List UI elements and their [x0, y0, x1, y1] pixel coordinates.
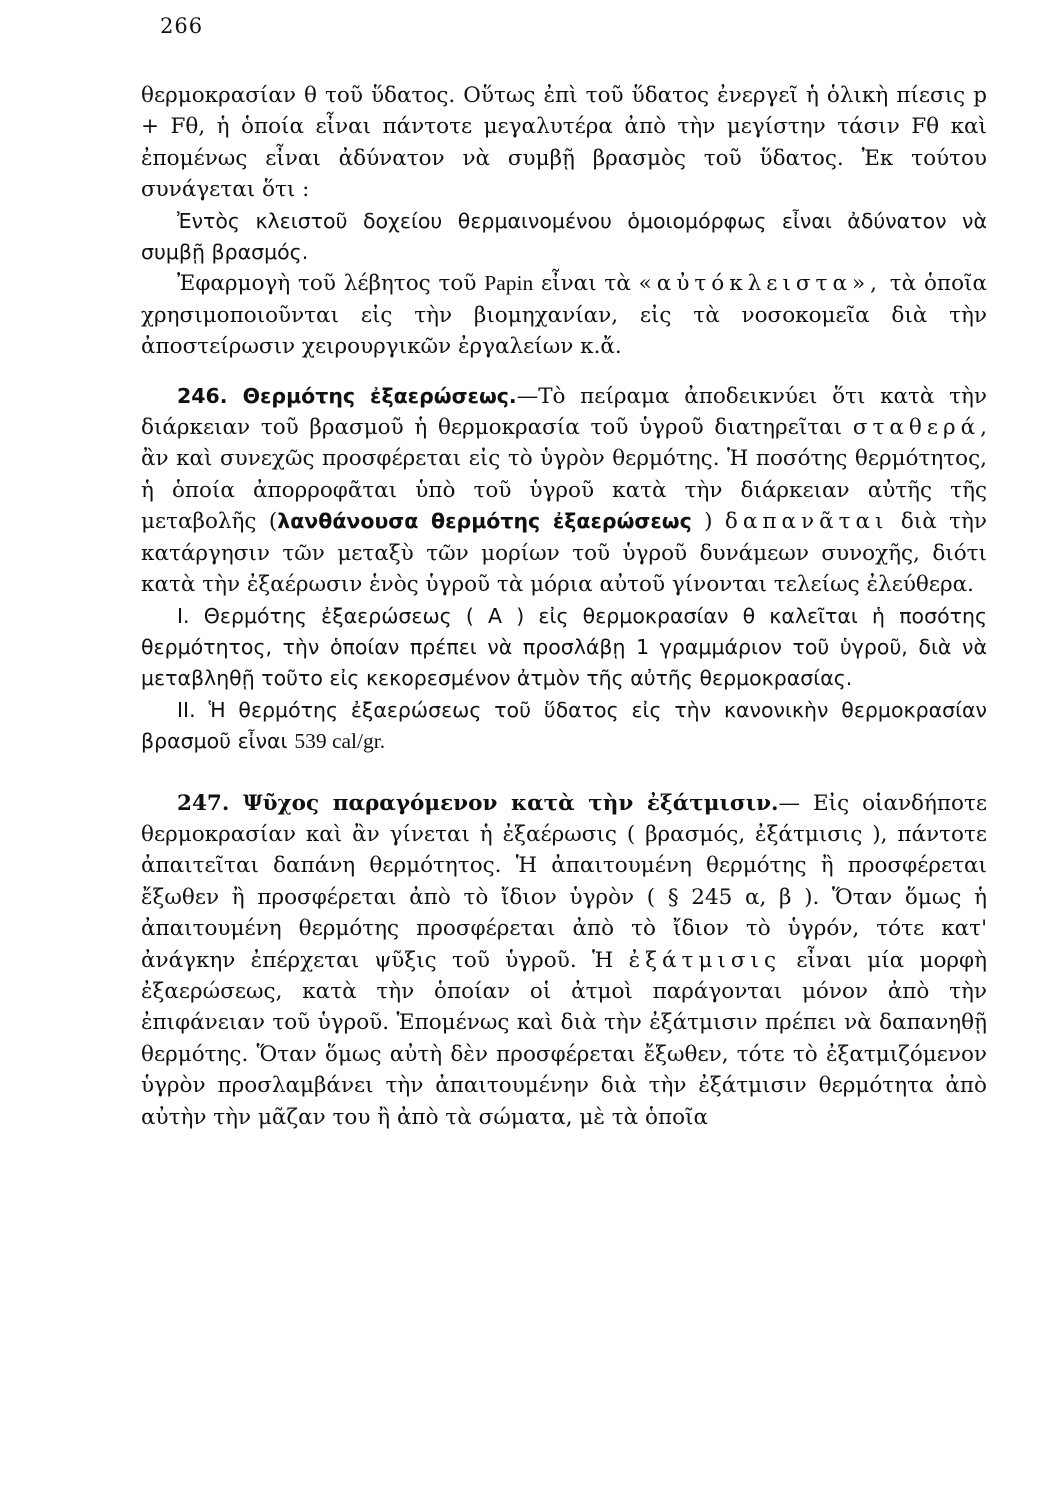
paragraph-autoclave — [141, 268, 987, 362]
section-246-spaced-stable: σταθερά — [852, 415, 981, 441]
rule-2 — [141, 695, 987, 758]
section-247-text-1: — Εἰς οἱανδήποτε θερμοκρασίαν καὶ ἂν γίνεται ἡ ἐξαέρωσις ( βρασμός, ἐξάτμισις ), πάντοτε ἀπαιτεῖται δαπάνη θερμότητος. Ἡ ἀπαιτουμένη θερμότης ἢ προσφέρεται ἔξωθεν ἢ προσφέρεται ἀπὸ τὸ ἴδιον ὑγρὸν ( § 245 α, β ). Ὅταν ὅμως ἡ ἀπαιτουμένη θερμότης προσφέρεται ἀπὸ τὸ ἴδιον τὸ ὑγρόν, τότε κατ' ἀνάγκην ἐπέρχεται ψῦξις τοῦ ὑγροῦ. — [141, 790, 987, 973]
paragraph-water-pressure: θερμοκρασίαν θ τοῦ ὕδατος. Οὕτως ἐπὶ τοῦ ὕδατος ἐνεργεῖ ἡ ὁλικὴ πίεσις p + Fθ, ἡ ὁποία εἶναι πάντοτε μεγαλυτέρα ἀπὸ τὴν μεγίστην τάσιν Fθ καὶ ἐπομένως εἶναι ἀδύνατον νὰ συμβῇ βρασμὸς τοῦ ὕδατος. Ἐκ τούτου συνάγεται ὅτι : — [141, 83, 987, 203]
section-247-spaced-evaporation: ἐξάτμισις — [628, 947, 781, 973]
section-246-text-3: ) — [704, 509, 713, 535]
section-246 — [141, 381, 987, 601]
autoclave-text-middle: εἶναι τὰ — [541, 271, 631, 297]
section-246-text-2: , ἂν καὶ συνεχῶς προσφέρεται εἰς τὸ ὑγρὸν θερμότης. Ἡ ποσότης θερμότητος, ἡ ὁποία ἀπορροφᾶται ὑπὸ τοῦ ὑγροῦ κατὰ τὴν διάρκειαν αὐτῆς τῆς μεταβολῆς ( — [141, 415, 987, 535]
rule-2-value: 539 cal/gr. — [294, 729, 386, 754]
section-246-text-4: διὰ τὴν κατάργησιν τῶν μεταξὺ τῶν μορίων τοῦ ὑγροῦ δυνάμεων συνοχῆς, διότι κατὰ τὴν ἐξαέρωσιν ἑνὸς ὑγροῦ τὰ μόρια αὐτοῦ γίνονται τελείως ἐλεύθερα. — [141, 509, 987, 598]
autoclave-text-end: τὰ ὁποῖα χρησιμοποιοῦνται εἰς τὴν βιομηχανίαν, εἰς τὰ νοσοκομεῖα διὰ τὴν ἀποστείρωσιν χειρουργικῶν ἐργαλείων κ.ἄ. — [141, 271, 987, 360]
rule-1: I. Θερμότης ἐξαερώσεως ( Α ) εἰς θερμοκρασίαν θ καλεῖται ἡ ποσότης θερμότητος, τὴν ὁποίαν πρέπει νὰ προσλάβῃ 1 γραμμάριον τοῦ ὑγροῦ, διὰ νὰ μεταβληθῇ τοῦτο εἰς κεκορεσμένον ἀτμὸν τῆς αὐτῆς θερμοκρασίας. — [141, 603, 987, 691]
autoclave-term: «αὐτόκλειστα», — [638, 271, 882, 297]
body-text — [141, 80, 987, 1133]
conclusion-statement: Ἐντὸς κλειστοῦ δοχείου θερμαινομένου ὁμοιομόρφως εἶναι ἀδύνατον νὰ συμβῇ βρασμός. — [141, 208, 987, 265]
section-247-heading: 247. Ψῦχος παραγόμενον κατὰ τὴν ἐξάτμισιν. — [177, 790, 779, 816]
page-number: 266 — [160, 14, 204, 38]
section-247 — [141, 788, 987, 1133]
section-247-text-2: Ἡ — [591, 947, 614, 973]
section-246-spaced-consumed: δαπανᾶται — [724, 509, 889, 535]
section-246-text-1: —Τὸ πείραμα ἀποδεικνύει ὅτι κατὰ τὴν διάρκειαν τοῦ βρασμοῦ ἡ θερμοκρασία τοῦ ὑγροῦ διατηρεῖται — [141, 383, 987, 441]
section-246-heading: 246. Θερμότης ἐξαερώσεως. — [177, 383, 517, 408]
rule-2-text: II. Ἡ θερμότης ἐξαερώσεως τοῦ ὕδατος εἰς τὴν κανονικὴν θερμοκρασίαν βρασμοῦ εἶναι — [141, 697, 987, 754]
autoclave-text-start: Ἐφαρμογὴ τοῦ λέβητος τοῦ — [177, 271, 477, 297]
latent-heat-term: λανθάνουσα θερμότης ἐξαερώσεως — [277, 509, 692, 534]
section-247-text-3: εἶναι μία μορφὴ ἐξαερώσεως, κατὰ τὴν ὁποίαν οἱ ἀτμοὶ παράγονται μόνον ἀπὸ τὴν ἐπιφάνειαν τοῦ ὑγροῦ. Ἑπομένως καὶ διὰ τὴν ἐξάτμισιν πρέπει νὰ δαπανηθῇ θερμότης. Ὅταν ὅμως αὐτὴ δὲν προσφέρεται ἔξωθεν, τότε τὸ ἐξατμιζόμενον ὑγρὸν προσλαμβάνει τὴν ἀπαιτουμένην διὰ τὴν ἐξάτμισιν θερμότητα ἀπὸ αὐτὴν τὴν μᾶζαν του ἢ ἀπὸ τὰ σώματα, μὲ τὰ ὁποῖα — [141, 947, 987, 1130]
papin-name: Papin — [484, 271, 534, 296]
